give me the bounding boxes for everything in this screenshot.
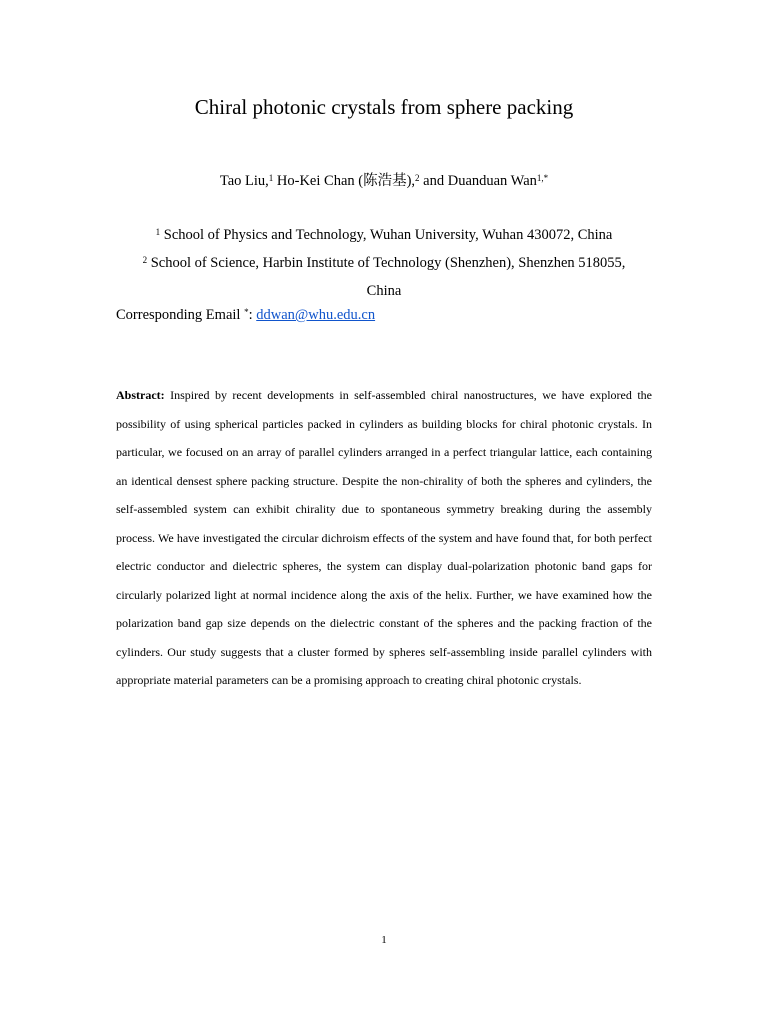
- author-name: Ho-Kei Chan (陈浩基),: [273, 173, 416, 189]
- page-number: 1: [381, 934, 387, 946]
- author-list: [0, 171, 768, 191]
- email-separator: :: [248, 307, 257, 323]
- author-affiliation-mark: 1: [268, 173, 274, 183]
- author-affiliation-mark: 1,*: [536, 173, 549, 183]
- affiliation-text: School of Physics and Technology, Wuhan University, Wuhan 430072, China: [160, 227, 613, 243]
- author-affiliation-mark: 2: [415, 173, 420, 183]
- corresponding-email: [116, 305, 375, 325]
- author-name: Tao Liu,: [219, 173, 269, 189]
- affiliation-mark: 1: [155, 227, 161, 237]
- corresponding-mark: *: [244, 307, 249, 317]
- affiliation-text: School of Science, Harbin Institute of Technology (Shenzhen), Shenzhen 518055,: [147, 255, 626, 271]
- affiliation-mark: 2: [142, 255, 148, 265]
- email-link[interactable]: ddwan@whu.edu.cn: [256, 307, 376, 323]
- email-label: Corresponding Email: [116, 307, 245, 323]
- affiliation-1: [0, 225, 768, 245]
- paper-title: Chiral photonic crystals from sphere packing: [194, 95, 574, 119]
- affiliation-2-continuation: China: [366, 283, 402, 299]
- author-name: and Duanduan Wan: [419, 173, 537, 189]
- abstract-text: Inspired by recent developments in self-assembled chiral nanostructures, we have explored the possibility of using spherical particles packed in cylinders as building blocks for chiral photonic crystals. In particular, we focused on an array of parallel cylinders arranged in a perfect triangular lattice, each containing an identical densest sphere packing structure. Despite the non-chirality of both the spheres and cylinders, the self-assembled system can exhibit chirality due to spontaneous symmetry breaking during the assembly process. We have investigated the circular dichroism effects of the system and have found that, for both perfect electric conductor and dielectric spheres, the system can display dual-polarization photonic band gaps for circularly polarized light at normal incidence along the axis of the helix. Further, we have examined how the polarization band gap size depends on the dielectric constant of the spheres and the packing fraction of the cylinders. Our study suggests that a cluster formed by spheres self-assembling inside parallel cylinders with appropriate material parameters can be a promising approach to creating chiral photonic crystals.: [116, 388, 652, 687]
- abstract: [116, 381, 652, 695]
- affiliation-2: [0, 253, 768, 273]
- abstract-label: Abstract:: [116, 388, 165, 402]
